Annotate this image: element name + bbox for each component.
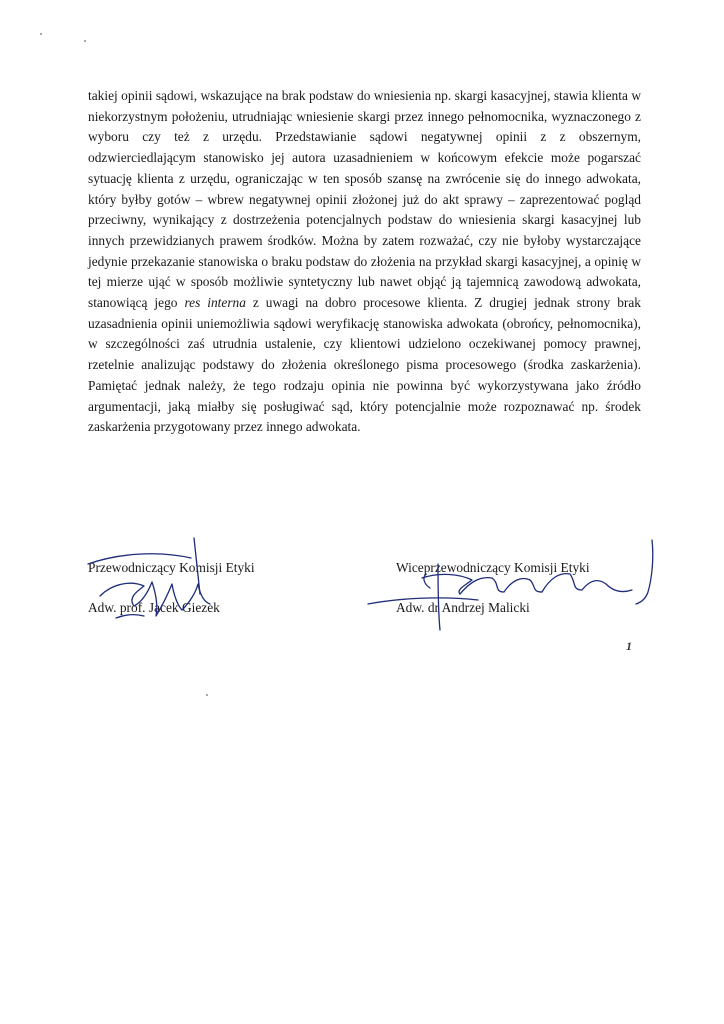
signer-title-right: Wiceprzewodniczący Komisji Etyki xyxy=(396,560,590,575)
scan-speck xyxy=(84,40,86,42)
scan-speck xyxy=(206,694,208,696)
paragraph-italic-term: res interna xyxy=(184,295,246,311)
handwritten-signature-left xyxy=(86,536,236,626)
signer-name-right: Adw. dr Andrzej Malicki xyxy=(396,600,530,615)
signer-name-left: Adw. prof. Jacek Giezek xyxy=(88,600,220,615)
paragraph-text-part-1: takiej opinii sądowi, wskazujące na brak podstaw do wniesienia np. skargi kasacyjnej, stawia klienta w niekorzystnym położeniu, utrudniając wniesienie skargi przez innego pełnomocnika, wyznaczonego z wyboru czy też z urzędu. Przedstawianie sądowi negatywnej opinii z z obszernym, odzwierciedlającym stanowisko jej autora uzasadnieniem w końcowym efekcie może pogarszać sytuację klienta z urzędu, ograniczając w ten sposób szansę na zwrócenie się do innego adwokata, który byłby gotów – wbrew negatywnej opinii złożonej już do akt sprawy – zaprezentować pogląd przeciwny, wynikający z dostrzeżenia potencjalnych podstaw do wniesienia skargi kasacyjnej lub innych przewidzianych prawem środków. Można by zatem rozważać, czy nie byłoby wystarczające jedynie przekazanie stanowiska o braku podstaw do złożenia na przykład skargi kasacyjnej, a opinię w tej mierze ująć w sposób możliwie syntetyczny lub nawet objąć ją tajemnicą zawodową adwokata, stanowiącą jego xyxy=(88,88,641,311)
body-paragraph xyxy=(88,86,641,438)
paragraph-text-part-2: z uwagi na dobro procesowe klienta. Z drugiej jednak strony brak uzasadnienia opinii uniemożliwia sądowi weryfikację stanowiska adwokata (obrońcy, pełnomocnika), w szczególności zaś utrudnia ustalenie, czy klientowi udzielono oczekiwanej pomocy prawnej, rzetelnie analizując podstawy do złożenia określonego pisma procesowego (środka zaskarżenia). Pamiętać jednak należy, że tego rodzaju opinia nie powinna być wykorzystywana jako źródło argumentacji, jaką miałby się posługiwać sąd, który potencjalnie może rozpoznawać np. środek zaskarżenia przygotowany przez innego adwokata. xyxy=(88,295,641,435)
scan-speck xyxy=(40,33,42,35)
page-number: 1 xyxy=(626,639,632,653)
handwritten-signature-right xyxy=(360,534,660,634)
signer-title-left: Przewodniczący Komisji Etyki xyxy=(88,560,255,575)
